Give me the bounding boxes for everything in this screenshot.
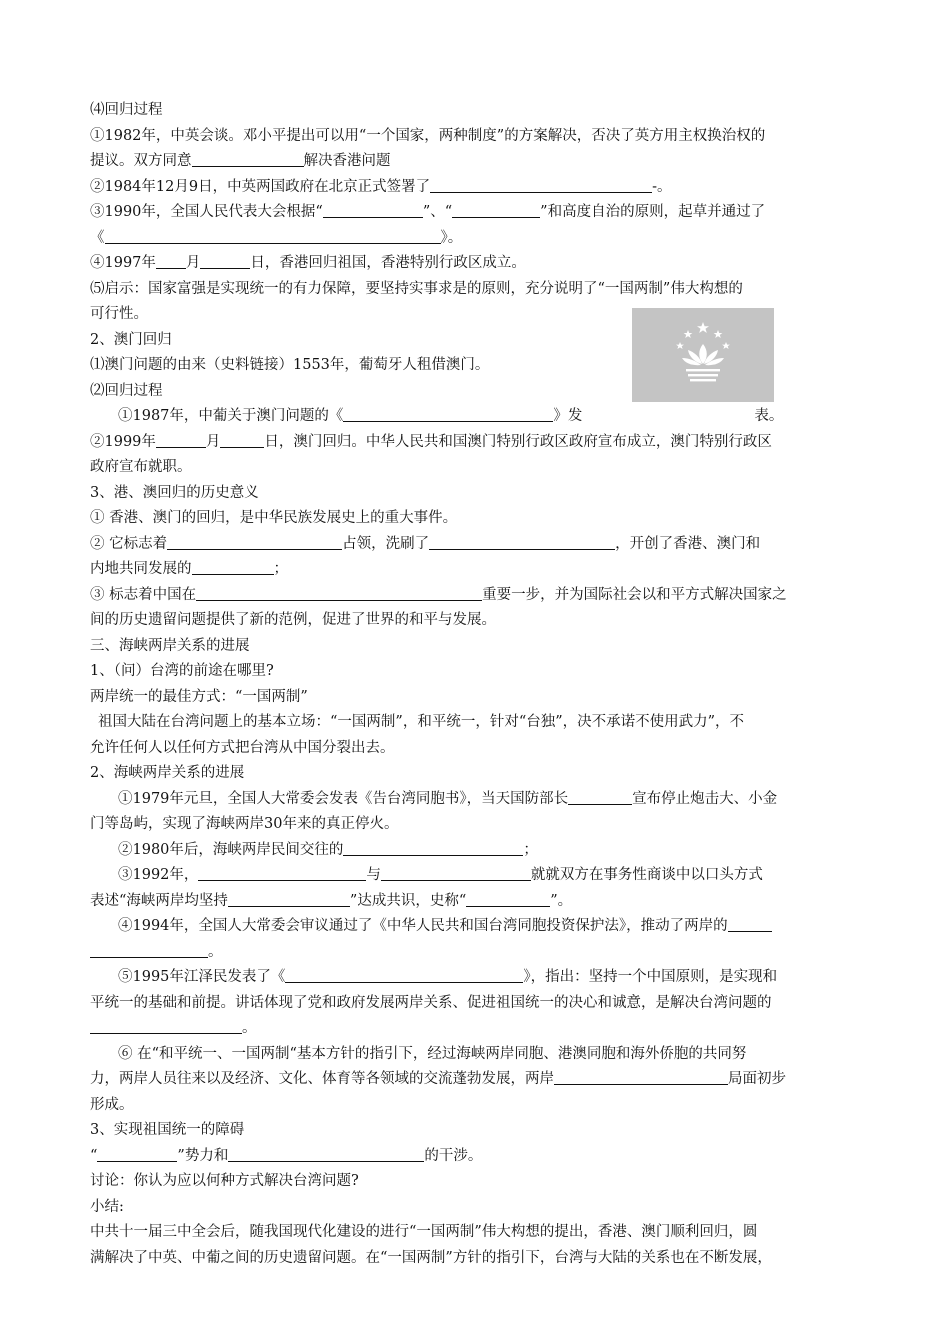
answer-blank[interactable] xyxy=(452,203,540,218)
text: 政府宣布就职。 xyxy=(90,459,192,475)
line xyxy=(90,608,865,634)
text: ③ 标志着中国在 xyxy=(90,586,197,603)
section-heading: 2、澳门回归 xyxy=(90,331,172,348)
line xyxy=(90,1118,865,1144)
line xyxy=(90,1195,865,1221)
line xyxy=(90,659,865,685)
line xyxy=(90,761,865,787)
line xyxy=(90,991,865,1017)
star-icon xyxy=(714,330,723,338)
answer-blank[interactable] xyxy=(156,433,206,448)
line xyxy=(90,634,865,660)
macau-flag-image xyxy=(632,308,774,402)
text: 重要一步，并为国际社会以和平方式解决国家之 xyxy=(482,586,787,603)
text: 提议。双方同意 xyxy=(90,153,192,169)
text: ①1987年，中葡关于澳门问题的《 xyxy=(118,408,344,424)
line xyxy=(90,1016,865,1042)
answer-blank[interactable] xyxy=(466,892,550,907)
line xyxy=(90,251,865,277)
star-icon xyxy=(722,342,730,349)
text: “ xyxy=(90,1147,98,1164)
text: 平统一的基础和前提。讲话体现了党和政府发展两岸关系、促进祖国统一的决心和诚意，是解决台湾问题的 xyxy=(90,994,772,1011)
text: ②1999年 xyxy=(90,433,156,450)
section-heading: ⑷回归过程 xyxy=(90,102,163,118)
answer-blank[interactable] xyxy=(228,1147,424,1162)
text: 力，两岸人员往来以及经济、文化、体育等各领域的交流蓬勃发展，两岸 xyxy=(90,1071,554,1087)
answer-blank[interactable] xyxy=(343,407,553,422)
line xyxy=(90,685,865,711)
line xyxy=(90,965,865,991)
line xyxy=(90,98,865,124)
text: 满解决了中英、中葡之间的历史遗留问题。在“一国两制”方针的指引下，台湾与大陆的关系也在不断发展， xyxy=(90,1249,772,1266)
line xyxy=(90,1246,865,1272)
text: ①1979年元旦，全国人大常委会发表《告台湾同胞书》，当天国防部长 xyxy=(118,790,569,807)
line xyxy=(90,200,865,226)
answer-blank[interactable] xyxy=(220,433,264,448)
text: 月 xyxy=(185,255,201,271)
macau-flag-icon xyxy=(632,308,774,402)
text: 两岸统一的最佳方式：“一国两制” xyxy=(90,688,308,705)
text: ”、“ xyxy=(422,204,453,220)
line xyxy=(90,430,865,456)
text: 中共十一届三中全会后，随我国现代化建设的进行“一国两制”伟大构想的提出，香港、澳门顺利回归，圆 xyxy=(90,1224,758,1240)
answer-blank[interactable] xyxy=(167,535,342,550)
section-heading: 3、实现祖国统一的障碍 xyxy=(90,1122,245,1138)
answer-blank[interactable] xyxy=(198,866,366,881)
line xyxy=(90,736,865,762)
answer-blank[interactable] xyxy=(429,535,615,550)
line xyxy=(90,532,865,558)
text: 与 xyxy=(366,867,381,883)
text: ； xyxy=(523,841,538,858)
text: 》，指出：坚持一个中国原则，是实现和 xyxy=(523,969,778,985)
text: 月 xyxy=(205,433,221,450)
text: 解决香港问题 xyxy=(303,153,391,169)
section-heading: 2、海峡两岸关系的进展 xyxy=(90,765,245,781)
text: ⑥ 在“和平统一、一国两制“基本方针的指引下，经过海峡两岸同胞、港澳同胞和海外侨胞的共同努 xyxy=(118,1045,747,1062)
answer-blank[interactable] xyxy=(192,560,274,575)
text: 内地共同发展的 xyxy=(90,561,192,577)
answer-blank[interactable] xyxy=(90,943,208,958)
line xyxy=(90,481,865,507)
line xyxy=(90,557,865,583)
text: 就就双方在事务性商谈中以口头方式 xyxy=(530,867,763,883)
text: ③1990年，全国人民代表大会根据“ xyxy=(90,204,323,220)
line xyxy=(90,940,865,966)
answer-blank[interactable] xyxy=(343,841,523,856)
answer-blank[interactable] xyxy=(381,866,531,881)
line xyxy=(90,149,865,175)
text: 门等岛屿，实现了海峡两岸30年来的真正停火。 xyxy=(90,816,399,832)
text: 1、（问）台湾的前途在哪里? xyxy=(90,663,274,679)
line xyxy=(90,277,865,303)
answer-blank[interactable] xyxy=(192,152,304,167)
star-icon xyxy=(697,322,709,333)
text: ”势力和 xyxy=(177,1147,229,1164)
line xyxy=(90,226,865,252)
answer-blank[interactable] xyxy=(200,254,250,269)
line xyxy=(90,1220,865,1246)
text: 》。 xyxy=(440,229,463,246)
line xyxy=(90,506,865,532)
text: ⑤1995年江泽民发表了《 xyxy=(118,969,286,985)
text: 宣布停止炮击大、小金 xyxy=(632,790,778,807)
text: ② 它标志着 xyxy=(90,535,168,552)
answer-blank[interactable] xyxy=(156,254,186,269)
answer-blank[interactable] xyxy=(554,1070,728,1085)
answer-blank[interactable] xyxy=(90,1019,242,1034)
text: 。 xyxy=(242,1020,257,1036)
answer-blank[interactable] xyxy=(285,968,523,983)
text: ②1984年12月9日，中英两国政府在北京正式签署了 xyxy=(90,178,431,195)
line xyxy=(90,863,865,889)
text: 允许任何人以任何方式把台湾从中国分裂出去。 xyxy=(90,739,395,756)
text: ”达成共识，史称“ xyxy=(349,892,467,909)
line xyxy=(90,583,865,609)
answer-blank[interactable] xyxy=(105,229,441,244)
text: ； xyxy=(273,561,288,577)
text: 表述“海峡两岸均坚持 xyxy=(90,892,228,909)
answer-blank[interactable] xyxy=(323,203,423,218)
text: ⑸启示：国家富强是实现统一的有力保障，要坚持实事求是的原则，充分说明了“一国两制”伟大构想的 xyxy=(90,280,743,297)
text: -。 xyxy=(652,178,672,195)
line xyxy=(90,175,865,201)
text: ，开创了香港、澳门和 xyxy=(615,535,761,552)
star-icon xyxy=(676,342,684,349)
line xyxy=(90,838,865,864)
answer-blank[interactable] xyxy=(728,917,772,932)
text: ②1980年后，海峡两岸民间交往的 xyxy=(118,841,344,858)
line xyxy=(90,1093,865,1119)
text: ⑵回归过程 xyxy=(90,382,163,399)
line xyxy=(90,1169,865,1195)
answer-blank[interactable] xyxy=(228,892,350,907)
text: ①1982年，中英会谈。邓小平提出可以用“一个国家，两种制度”的方案解决，否决了英方用主权换治权的 xyxy=(90,127,766,144)
text: 祖国大陆在台湾问题上的基本立场：“一国两制”，和平统一，针对“台独”，决不承诺不使用武力”，不 xyxy=(98,714,745,730)
text: 间的历史遗留问题提供了新的范例，促进了世界的和平与发展。 xyxy=(90,612,496,628)
line xyxy=(90,889,865,915)
section-heading: 3、港、澳回归的历史意义 xyxy=(90,484,259,501)
text: 》发 xyxy=(553,408,583,424)
text: 形成。 xyxy=(90,1096,134,1113)
answer-blank[interactable] xyxy=(196,586,482,601)
answer-blank[interactable] xyxy=(430,178,652,193)
line xyxy=(90,1067,865,1093)
star-icon xyxy=(684,330,693,338)
line xyxy=(90,710,865,736)
line xyxy=(90,124,865,150)
text: 可行性。 xyxy=(90,306,148,322)
text: 的干涉。 xyxy=(424,1147,483,1164)
line xyxy=(90,914,865,940)
text: 占领，洗刷了 xyxy=(342,535,430,552)
line xyxy=(90,1144,865,1170)
text: 局面初步 xyxy=(728,1071,786,1087)
text: 小结: xyxy=(90,1198,124,1215)
text: ”。 xyxy=(550,892,573,909)
answer-blank[interactable] xyxy=(97,1147,177,1162)
section-heading: 三、海峡两岸关系的进展 xyxy=(90,637,250,654)
text: ④1997年 xyxy=(90,255,156,271)
text: ③1992年， xyxy=(118,867,199,883)
line xyxy=(90,812,865,838)
text: 日，香港回归祖国，香港特别行政区成立。 xyxy=(250,255,526,271)
text: ④1994年，全国人大常委会审议通过了《中华人民共和国台湾同胞投资保护法》，推动了两岸的 xyxy=(118,918,728,934)
line xyxy=(90,787,865,813)
text: ① 香港、澳门的回归，是中华民族发展史上的重大事件。 xyxy=(90,510,458,526)
line xyxy=(90,455,865,481)
line xyxy=(90,404,865,430)
line xyxy=(90,1042,865,1068)
text: 。 xyxy=(208,943,223,960)
text: 表。 xyxy=(754,408,784,424)
text: ”和高度自治的原则，起草并通过了 xyxy=(540,204,766,220)
text: 讨论：你认为应以何种方式解决台湾问题? xyxy=(90,1173,359,1189)
text: ⑴澳门问题的由来（史料链接）1553年，葡萄牙人租借澳门。 xyxy=(90,357,490,373)
text: 日，澳门回归。中华人民共和国澳门特别行政区政府宣布成立，澳门特别行政区 xyxy=(264,433,772,450)
worksheet-page xyxy=(90,98,865,1271)
answer-blank[interactable] xyxy=(568,790,632,805)
text: 《 xyxy=(90,229,105,246)
